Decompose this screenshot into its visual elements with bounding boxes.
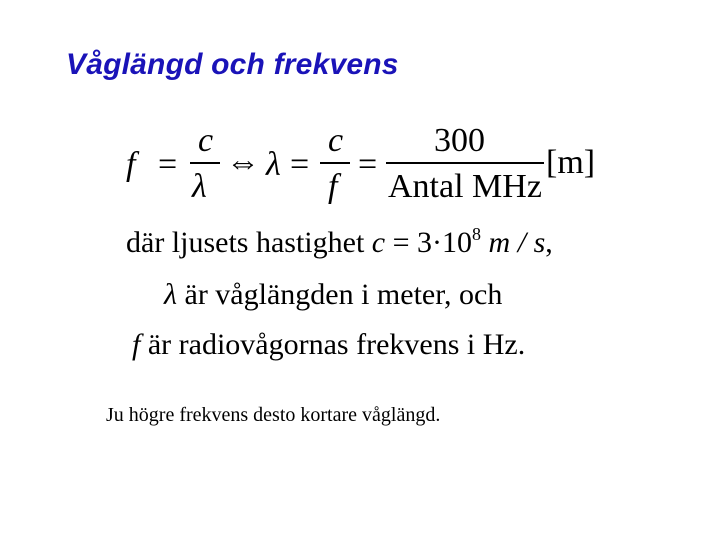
formula-lambda: λ — [266, 146, 281, 183]
speed-value: = 3·10 — [392, 226, 473, 259]
speed-unit-m: m — [488, 226, 511, 259]
lambda-symbol: λ — [164, 278, 177, 311]
speed-text: där ljusets hastighet — [126, 226, 365, 259]
speed-unit-slash: / — [510, 226, 534, 259]
speed-comma: , — [545, 226, 553, 259]
formula-f: f — [126, 146, 136, 183]
slide-title: Våglängd och frekvens — [66, 48, 399, 81]
formula-iff-symbol: ⇔ — [226, 144, 260, 181]
formula-equals-3: = — [358, 146, 378, 183]
formula-c-numerator-1: c — [198, 122, 214, 159]
speed-unit-s: s — [533, 226, 546, 259]
wavelength-formula — [124, 120, 604, 206]
frequency-text: är radiovågornas frekvens i Hz. — [147, 328, 526, 361]
formula-numerator-300: 300 — [434, 122, 485, 159]
formula-lambda-denominator: λ — [192, 168, 207, 205]
fraction-bar-1 — [190, 162, 220, 164]
fraction-bar-3 — [386, 162, 544, 164]
formula-f-denominator: f — [328, 168, 338, 205]
speed-var-c: c — [371, 226, 386, 259]
formula-equals-2: = — [290, 146, 310, 183]
frequency-symbol: f — [132, 328, 141, 361]
formula-c-numerator-2: c — [328, 122, 344, 159]
frequency-line — [132, 330, 525, 360]
speed-exponent: 8 — [472, 224, 482, 244]
formula-equals-1: = — [158, 146, 178, 183]
lambda-line — [164, 280, 502, 310]
fraction-bar-2 — [320, 162, 350, 164]
speed-of-light-line — [126, 224, 553, 259]
note-text: Ju högre frekvens desto kortare våglängd. — [106, 404, 441, 426]
formula-denominator-antal-mhz: Antal MHz — [388, 168, 542, 205]
formula-unit-m: [m] — [546, 144, 596, 181]
lambda-text: är våglängden i meter, och — [184, 278, 503, 311]
